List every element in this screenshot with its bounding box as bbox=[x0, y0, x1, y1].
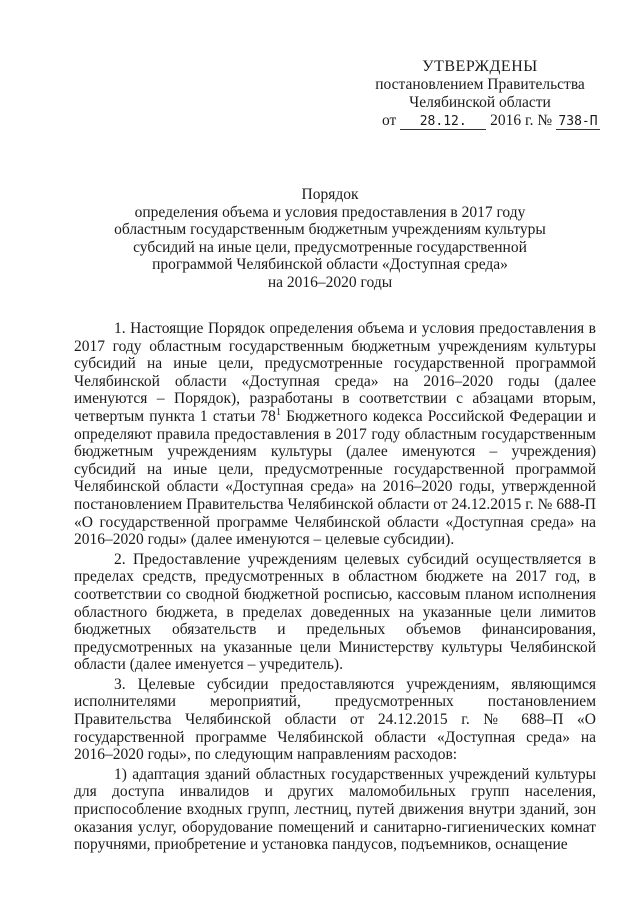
heading-line: на 2016–2020 годы bbox=[267, 273, 393, 291]
approval-line-1: постановлением Правительства bbox=[375, 76, 585, 93]
paragraph-1 bbox=[74, 320, 596, 549]
heading-line: программой Челябинской области «Доступная среда» bbox=[152, 256, 508, 273]
paragraph-1-part-b: Бюджетного кодекса Российской Федерации и определяют правила предоставления в 2017 году областным государственным бюджетным учреждениям культуры (далее именуются – учреждения) субсидий на иные цели, предусмотренные государственной программой Челябинской области «Доступная среда» на 2016–2020 годы, утвержденной постановлением Правительства Челябинской области от 24.12.2015 г. № 688-П «О государственной программе Челябинской области «Доступная среда» на 2016–2020 годы» (далее именуются – целевые субсидии). bbox=[74, 407, 596, 549]
approval-title: УТВЕРЖДЕНЫ bbox=[422, 58, 538, 75]
paragraph-1-part-a: 1. Настоящие Порядок определения объема и условия предоставления в 2017 году областным государственным бюджетным учреждениям культуры субсидий на иные цели, предусмотренные государственной программой Челябинской области «Доступная среда» на 2016–2020 годы (далее именуются – Порядок), разработаны в соответствии с абзацами вторым, четвертым пункта 1 статьи 78 bbox=[74, 320, 596, 425]
heading-title: Порядок bbox=[301, 186, 359, 203]
document-heading bbox=[80, 186, 580, 291]
heading-line: субсидий на иные цели, предусмотренные государственной bbox=[133, 238, 527, 256]
date-prefix: от bbox=[382, 112, 397, 129]
approval-date: 28.12. bbox=[400, 115, 486, 130]
approval-line-2: Челябинской области bbox=[409, 94, 551, 111]
heading-line: определения объема и условия предоставления в 2017 году bbox=[134, 203, 526, 221]
approval-number: 738-П bbox=[556, 115, 600, 130]
superscript-mark: 1 bbox=[275, 406, 281, 418]
approval-stamp bbox=[360, 58, 600, 130]
paragraph-3: 3. Целевые субсидии предоставляются учреждениям, являющимся исполнителями мероприятий, предусмотренных постановлением Правительства Челябинской области от 24.12.2015 г. № 688–П «О государственной программе Челябинской области «Доступная среда» на 2016–2020 годы», по следующим направлениям расходов: bbox=[74, 675, 596, 764]
document-body bbox=[74, 320, 596, 854]
heading-line: областным государственным бюджетным учреждениям культуры bbox=[114, 221, 546, 238]
paragraph-4: 1) адаптация зданий областных государственных учреждений культуры для доступа инвалидов и других маломобильных групп населения, приспособление входных групп, лестниц, путей движения внутри зданий, зон оказания услуг, оборудование помещений и санитарно-гигиенических комнат поручнями, приобретение и установка пандусов, подъемников, оснащение bbox=[74, 765, 596, 854]
date-year: 2016 г. № bbox=[490, 112, 553, 129]
paragraph-2: 2. Предоставление учреждениям целевых субсидий осуществляется в пределах средств, предусмотренных в областном бюджете на 2017 год, в соответствии со сводной бюджетной росписью, кассовым планом исполнения областного бюджета, в пределах доведенных на указанные цели лимитов бюджетных обязательств и предельных объемов финансирования, предусмотренных на указанные цели Министерству культуры Челябинской области (далее именуется – учредитель). bbox=[74, 550, 596, 674]
approval-date-line bbox=[360, 112, 600, 130]
